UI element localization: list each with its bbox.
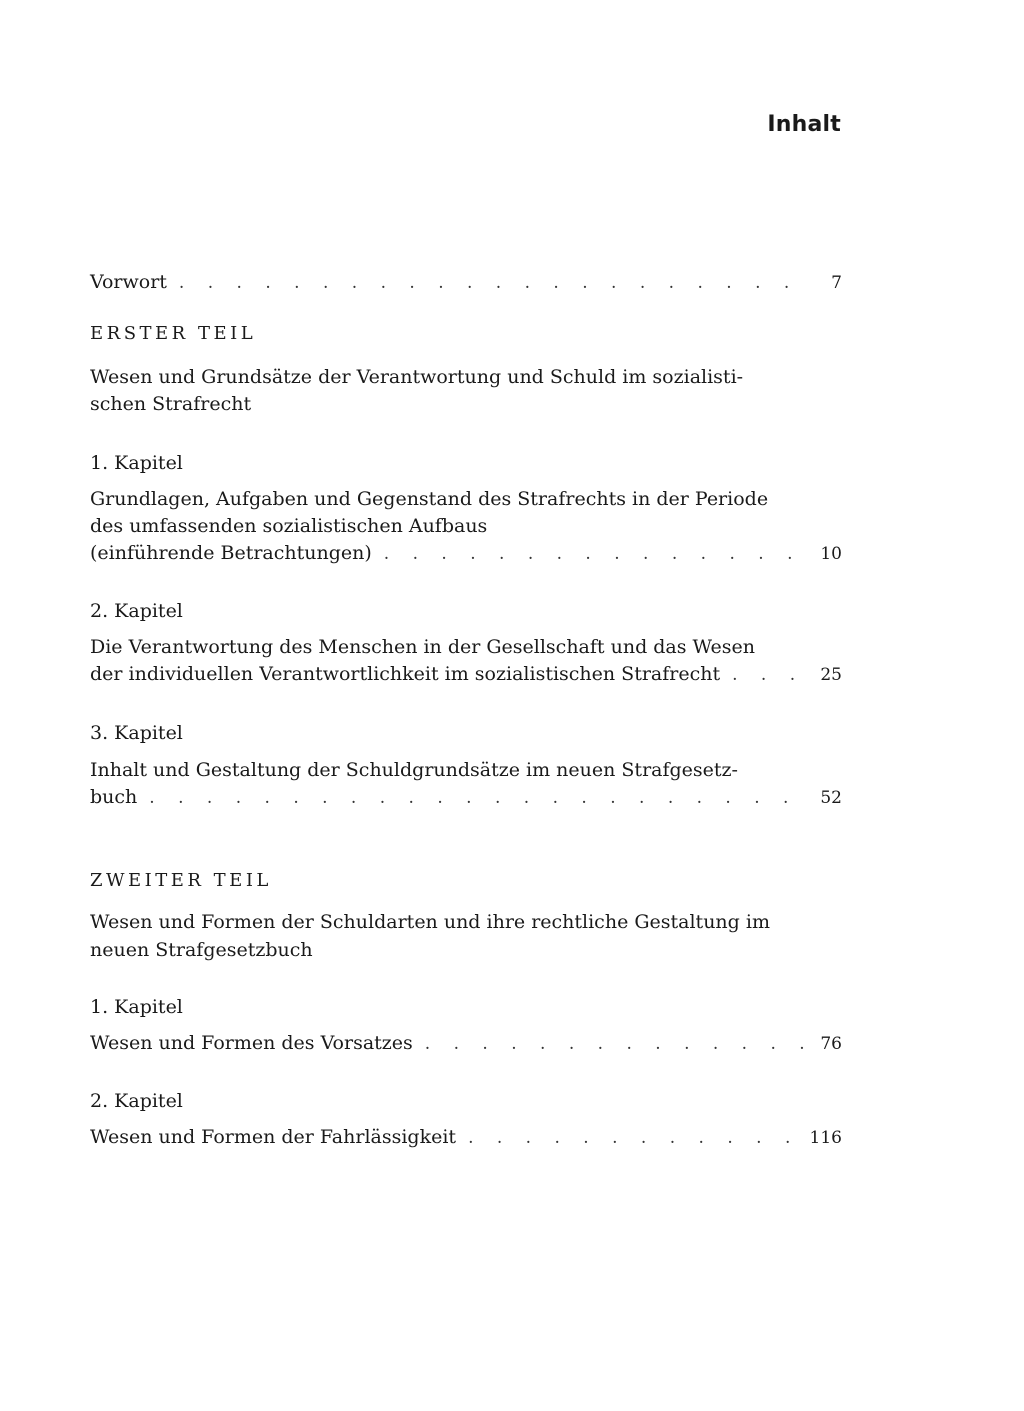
part-title-1-line2: schen Strafrecht bbox=[90, 393, 252, 415]
page-number: 76 bbox=[820, 1034, 842, 1054]
entry-label: Wesen und Formen der Fahrlässigkeit bbox=[90, 1126, 457, 1148]
dot-leader bbox=[384, 540, 808, 568]
entry-label: buch bbox=[90, 786, 138, 808]
part-title-2-line2: neuen Strafgesetzbuch bbox=[90, 939, 313, 961]
chapter-title-line: Die Verantwortung des Menschen in der Gesellschaft und das Wesen bbox=[90, 636, 755, 658]
chapter-heading: 2. Kapitel bbox=[90, 600, 183, 622]
dot-leader bbox=[149, 784, 808, 812]
chapter-title-line: Grundlagen, Aufgaben und Gegenstand des Strafrechts in der Periode bbox=[90, 488, 769, 510]
toc-entry-chapter-2-2[interactable] bbox=[90, 1123, 842, 1152]
page-title: Inhalt bbox=[767, 112, 841, 137]
dot-leader bbox=[179, 269, 808, 297]
page-number: 7 bbox=[831, 273, 842, 293]
page-number: 10 bbox=[820, 544, 842, 564]
page-number: 25 bbox=[820, 665, 842, 685]
entry-label: (einführende Betrachtungen) bbox=[90, 542, 372, 564]
dot-leader bbox=[425, 1030, 808, 1058]
toc-entry-chapter-1-3[interactable] bbox=[90, 783, 842, 812]
part-heading-2: ZWEITER TEIL bbox=[90, 870, 272, 891]
part-title-1-line1: Wesen und Grundsätze der Verantwortung und Schuld im sozialisti- bbox=[90, 366, 744, 388]
chapter-heading: 1. Kapitel bbox=[90, 996, 183, 1018]
entry-label: der individuellen Verantwortlichkeit im sozialistischen Strafrecht bbox=[90, 663, 721, 685]
chapter-title-line: Inhalt und Gestaltung der Schuldgrundsätze im neuen Strafgesetz- bbox=[90, 759, 738, 781]
chapter-heading: 2. Kapitel bbox=[90, 1090, 183, 1112]
toc-entry-chapter-2-1[interactable] bbox=[90, 1029, 842, 1058]
entry-label: Vorwort bbox=[90, 271, 167, 293]
entry-label: Wesen und Formen des Vorsatzes bbox=[90, 1032, 413, 1054]
chapter-title-line: des umfassenden sozialistischen Aufbaus bbox=[90, 515, 488, 537]
dot-leader bbox=[468, 1124, 803, 1152]
chapter-heading: 3. Kapitel bbox=[90, 722, 183, 744]
page-number: 116 bbox=[809, 1128, 842, 1148]
toc-entry-vorwort[interactable] bbox=[90, 268, 842, 297]
toc-entry-chapter-1-2[interactable] bbox=[90, 660, 842, 689]
dot-leader bbox=[732, 661, 808, 689]
page-number: 52 bbox=[820, 788, 842, 808]
part-heading-1: ERSTER TEIL bbox=[90, 323, 257, 344]
toc-entry-chapter-1-1[interactable] bbox=[90, 539, 842, 568]
chapter-heading: 1. Kapitel bbox=[90, 452, 183, 474]
part-title-2-line1: Wesen und Formen der Schuldarten und ihre rechtliche Gestaltung im bbox=[90, 911, 770, 933]
